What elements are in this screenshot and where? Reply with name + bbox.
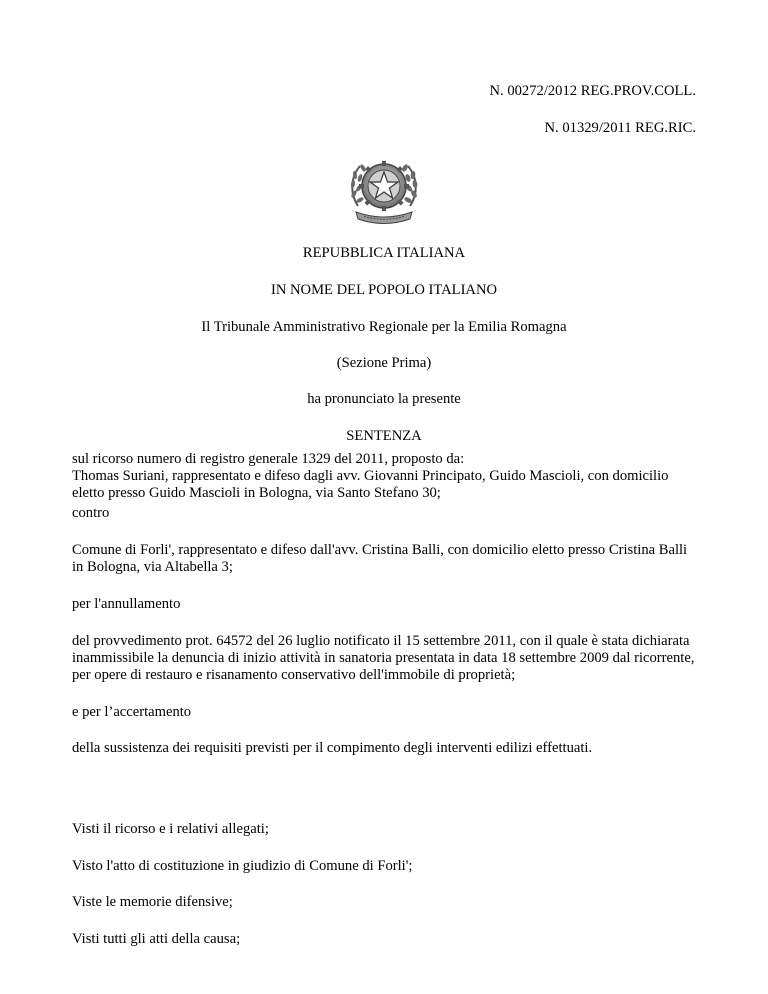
sussistenza-paragraph: della sussistenza dei requisiti previsti per il compimento degli interventi edilizi effettuati.: [72, 740, 593, 756]
annullamento-label: per l'annullamento: [72, 596, 181, 612]
ricorso-paragraph: [72, 451, 700, 502]
heading-people: IN NOME DEL POPOLO ITALIANO: [270, 282, 498, 298]
viste-memorie-paragraph: Viste le memorie difensive;: [72, 894, 233, 910]
provvedimento-paragraph: del provvedimento prot. 64572 del 26 luglio notificato il 15 settembre 2011, con il quale è stata dichiarata inammissibile la denuncia di inizio attività in sanatoria presentata in data 18 settembre 2009 dal ricorrente, per opere di restauro e risanamento conservativo dell'immobile di proprietà;: [72, 633, 695, 683]
visto-atto-paragraph: Visto l'atto di costituzione in giudizio di Comune di Forli';: [72, 858, 413, 874]
ricorrente-line: Thomas Suriani, rappresentato e difeso dagli avv. Giovanni Principato, Guido Mascioli, con domicilio eletto presso Guido Mascioli in Bologna, via Santo Stefano 30;: [72, 468, 669, 501]
comune-paragraph: Comune di Forli', rappresentato e difeso dall'avv. Cristina Balli, con domicilio eletto presso Cristina Balli in Bologna, via Altabella 3;: [72, 542, 688, 575]
italian-republic-emblem-icon: [344, 148, 424, 228]
heading-tribunal: Il Tribunale Amministrativo Regionale per la Emilia Romagna: [201, 319, 567, 335]
registry-number-prov: N. 00272/2012 REG.PROV.COLL.: [489, 83, 696, 99]
heading-pronounced: ha pronunciato la presente: [307, 391, 461, 407]
document-title: SENTENZA: [346, 428, 422, 444]
contro-paragraph: contro: [72, 505, 110, 521]
visti-atti-paragraph: Visti tutti gli atti della causa;: [72, 931, 241, 947]
heading-section: (Sezione Prima): [336, 355, 432, 371]
visti-ricorso-paragraph: Visti il ricorso e i relativi allegati;: [72, 821, 269, 837]
registry-number-ric: N. 01329/2011 REG.RIC.: [544, 120, 696, 136]
heading-republic: REPUBBLICA ITALIANA: [302, 245, 466, 261]
accertamento-label: e per l’accertamento: [72, 704, 192, 720]
ricorso-line: sul ricorso numero di registro generale 1329 del 2011, proposto da:: [72, 451, 465, 467]
